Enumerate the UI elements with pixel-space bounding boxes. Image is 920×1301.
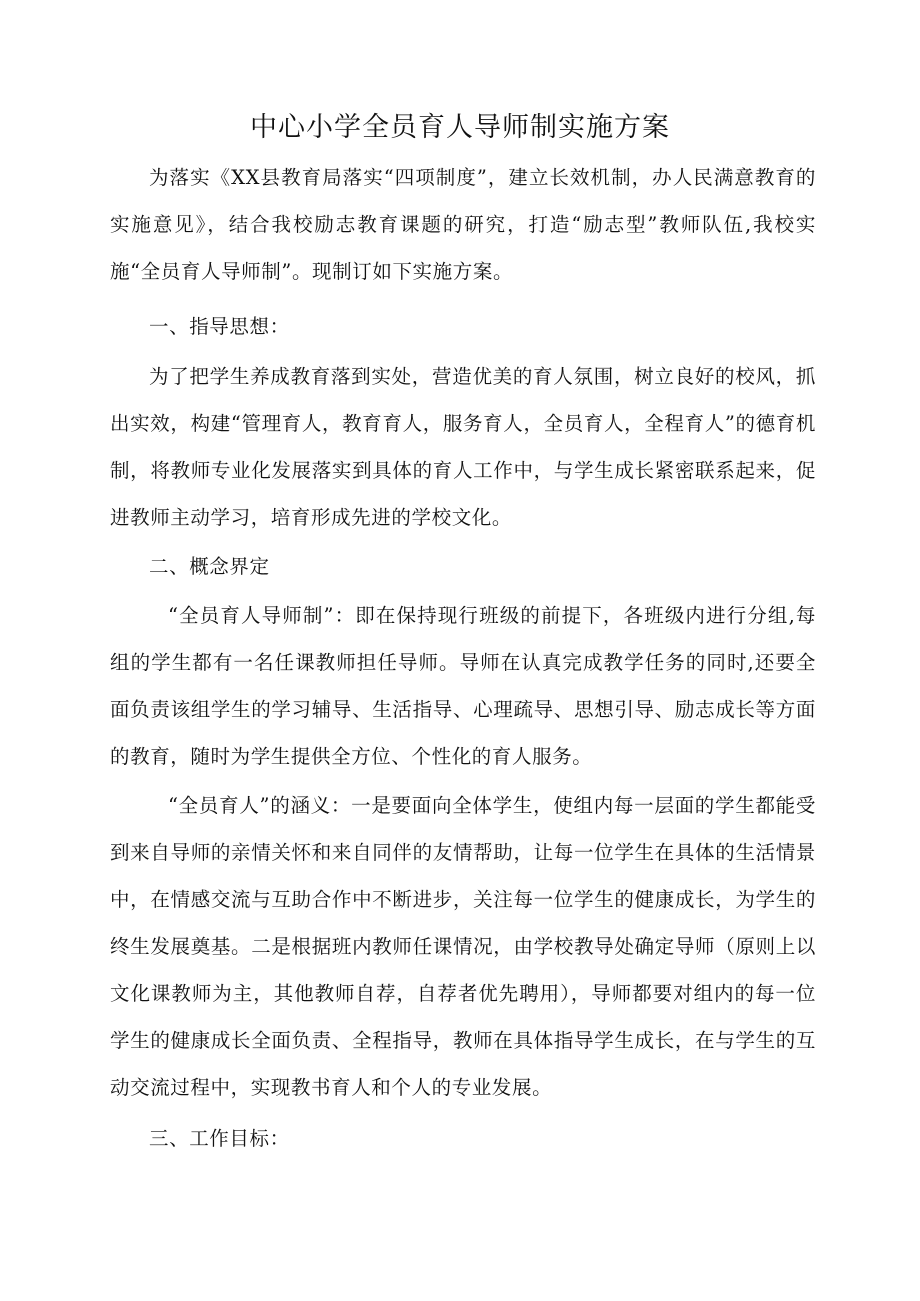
guiding-ideology-paragraph: 为了把学生养成教育落到实处，营造优美的育人氛围，树立良好的校风，抓出实效，构建“管理育人，教育育人，服务育人，全员育人，全程育人”的德育机制，将教师专业化发展落实到具体的育人工作中，与学生成长紧密联系起来，促进教师主动学习，培育形成先进的学校文化。: [110, 365, 816, 529]
section-heading-guiding-ideology: 一、指导思想：: [149, 315, 290, 338]
concept-definition-paragraph-2: “全员育人”的涵义：一是要面向全体学生，使组内每一层面的学生都能受到来自导师的亲情关怀和来自同伴的友情帮助，让每一位学生在具体的生活情景中，在情感交流与互助合作中不断进步，关注每一位学生的健康成长，为学生的终生发展奠基。二是根据班内教师任课情况，由学校教导处确定导师（原则上以文化课教师为主，其他教师自荐，自荐者优先聘用），导师都要对组内的每一位学生的健康成长全面负责、全程指导，教师在具体指导学生成长，在与学生的互动交流过程中，实现教书育人和个人的专业发展。: [110, 794, 816, 1099]
section-heading-work-goals: 三、工作目标：: [149, 1127, 290, 1150]
section-heading-concept-definition: 二、概念界定: [149, 555, 270, 578]
intro-paragraph: 为落实《XX县教育局落实“四项制度”，建立长效机制，办人民满意教育的实施意见》，结合我校励志教育课题的研究，打造“励志型”教师队伍,我校实施“全员育人导师制”。现制订如下实施方案。: [110, 166, 816, 283]
document-title: 中心小学全员育人导师制实施方案: [250, 112, 670, 143]
concept-definition-paragraph-1: “全员育人导师制”：即在保持现行班级的前提下，各班级内进行分组,每组的学生都有一名任课教师担任导师。导师在认真完成教学任务的同时,还要全面负责该组学生的学习辅导、生活指导、心理疏导、思想引导、励志成长等方面的教育，随时为学生提供全方位、个性化的育人服务。: [110, 604, 816, 768]
